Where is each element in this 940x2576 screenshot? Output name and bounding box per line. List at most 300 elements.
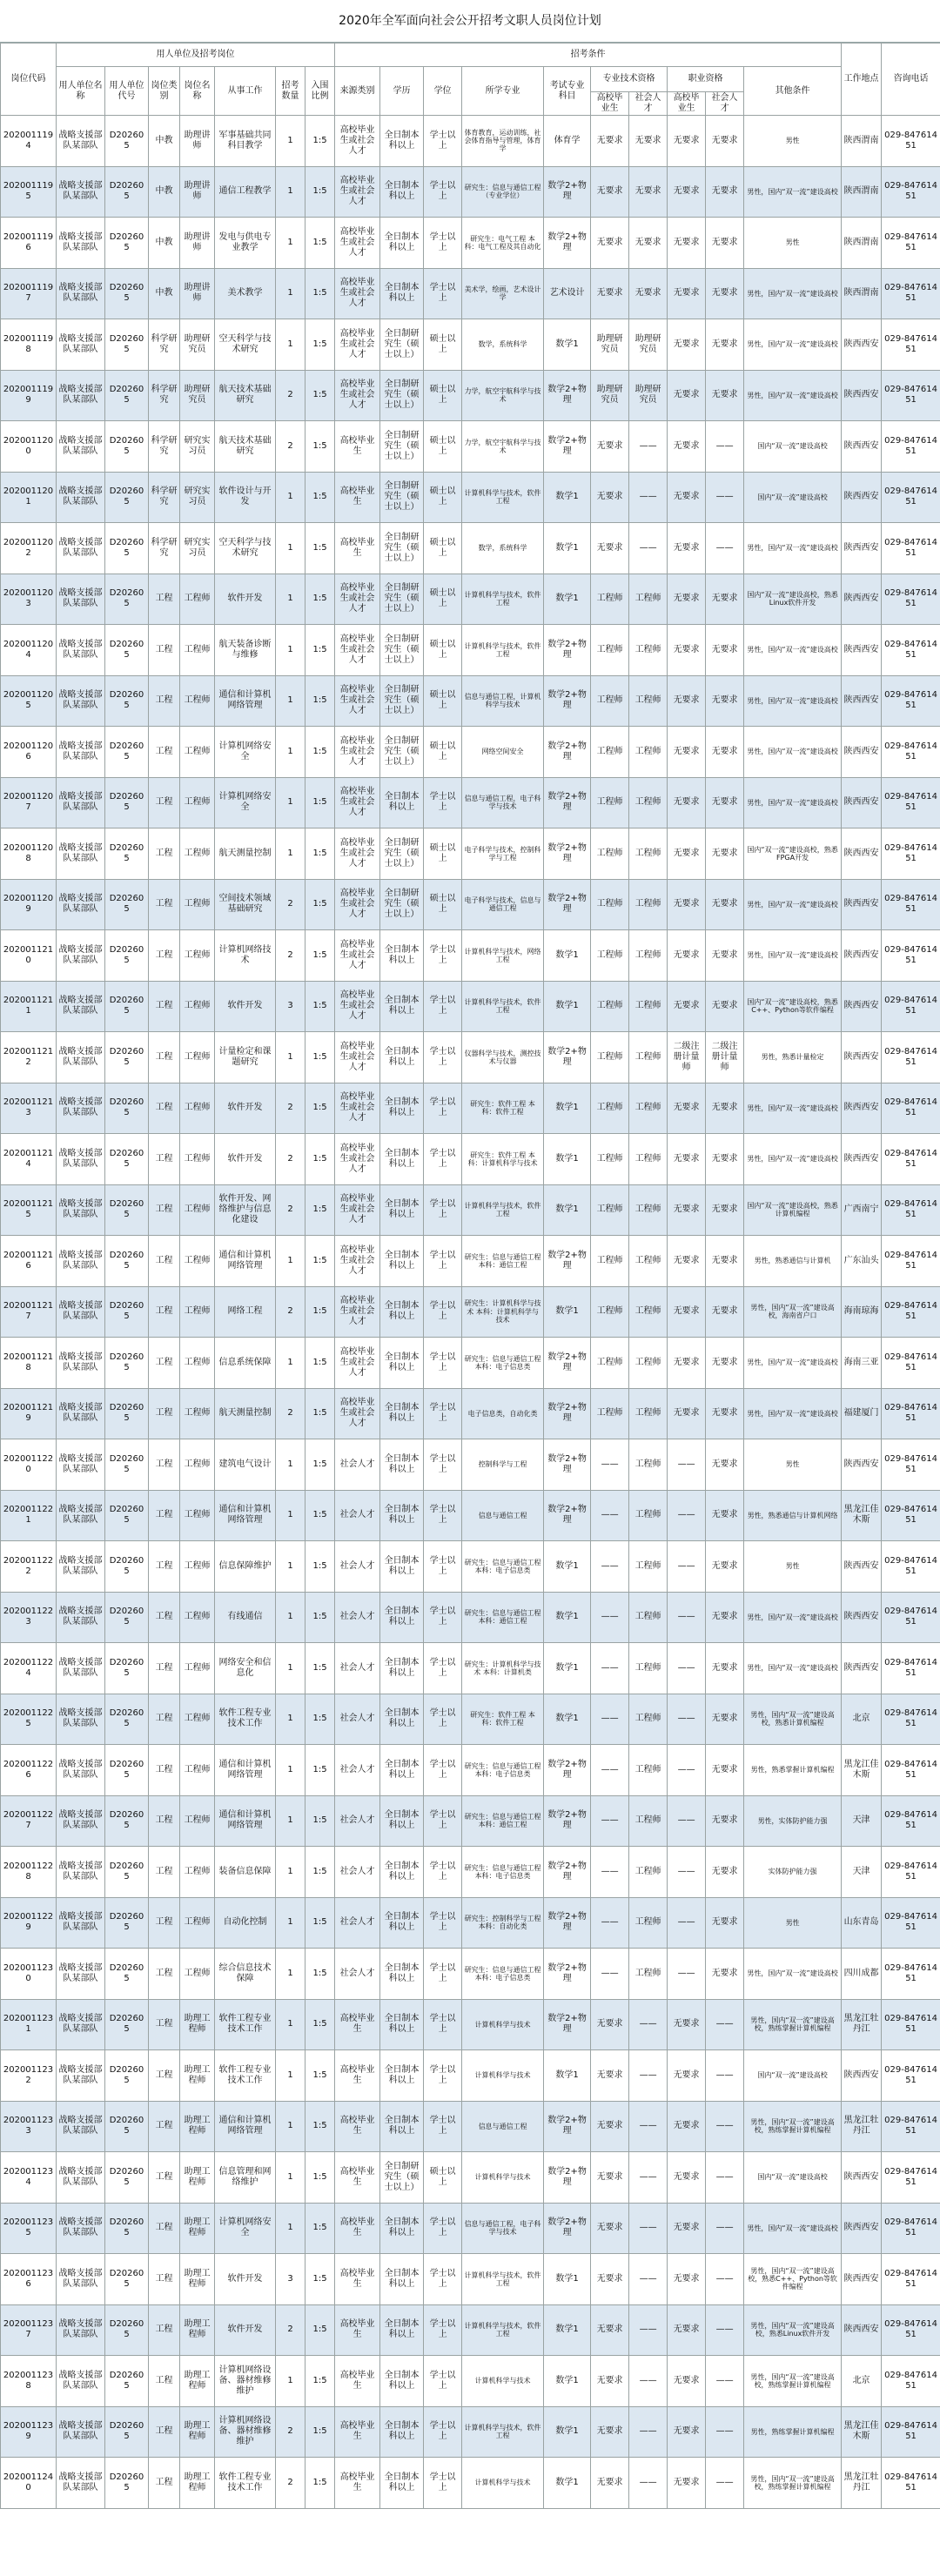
cell-unit-code: D202605 <box>105 2254 149 2305</box>
cell-pq-grad: 无要求 <box>591 218 629 269</box>
header-work: 从事工作 <box>215 67 276 116</box>
cell-pq-grad: 工程师 <box>591 1236 629 1287</box>
cell-pq-grad: 工程师 <box>591 1286 629 1338</box>
cell-other: 国内“双一流”建设高校，熟悉计算机编程 <box>744 1184 842 1236</box>
cell-category: 工程 <box>149 777 180 828</box>
cell-vq-grad: 无要求 <box>668 2458 706 2509</box>
cell-num: 1 <box>276 1338 306 1389</box>
header-location: 工作地点 <box>842 44 882 116</box>
cell-location: 陕西西安 <box>842 1541 882 1593</box>
cell-category: 工程 <box>149 2356 180 2407</box>
cell-pq-social: 工程师 <box>629 625 668 676</box>
table-row <box>1 1847 940 1898</box>
cell-location: 陕西西安 <box>842 1134 882 1185</box>
cell-phone: 029-84761451 <box>882 421 940 473</box>
table-row <box>1 218 940 269</box>
cell-major: 信息与通信工程，电子科学与技术 <box>462 2203 544 2254</box>
cell-unit-code: D202605 <box>105 1134 149 1185</box>
table-row <box>1 1439 940 1491</box>
cell-code: 2020011207 <box>1 777 57 828</box>
cell-edu: 全日制本科以上 <box>380 1439 424 1491</box>
cell-pq-social: 工程师 <box>629 1541 668 1593</box>
cell-ratio: 1:5 <box>306 1541 335 1593</box>
cell-phone: 029-84761451 <box>882 2356 940 2407</box>
cell-unit-code: D202605 <box>105 116 149 167</box>
cell-code: 2020011209 <box>1 879 57 930</box>
cell-category: 工程 <box>149 1745 180 1796</box>
cell-pq-social: 工程师 <box>629 1897 668 1949</box>
cell-ratio: 1:5 <box>306 727 335 778</box>
cell-unit-code: D202605 <box>105 2304 149 2356</box>
cell-post: 工程师 <box>180 1541 215 1593</box>
cell-edu: 全日制本科以上 <box>380 2203 424 2254</box>
table-row <box>1 777 940 828</box>
cell-num: 2 <box>276 370 306 421</box>
cell-other: 国内“双一流”建设高校 <box>744 2050 842 2102</box>
cell-location: 陕西西安 <box>842 1592 882 1643</box>
cell-phone: 029-84761451 <box>882 1083 940 1134</box>
cell-pq-social: 工程师 <box>629 1592 668 1643</box>
cell-pq-social: 工程师 <box>629 879 668 930</box>
cell-unit-code: D202605 <box>105 2050 149 2102</box>
cell-source: 社会人才 <box>335 1949 380 2000</box>
cell-source: 高校毕业生或社会人才 <box>335 1338 380 1389</box>
cell-work: 计算机网络安全 <box>215 777 276 828</box>
cell-unit-code: D202605 <box>105 1999 149 2050</box>
cell-num: 1 <box>276 1236 306 1287</box>
cell-other: 男性，熟悉计量检定 <box>744 1032 842 1083</box>
header-degree: 学位 <box>424 67 462 116</box>
cell-major: 数学，系统科学 <box>462 523 544 574</box>
cell-edu: 全日制本科以上 <box>380 2356 424 2407</box>
cell-ratio: 1:5 <box>306 828 335 880</box>
cell-edu: 全日制本科以上 <box>380 981 424 1032</box>
cell-source: 社会人才 <box>335 1694 380 1745</box>
cell-phone: 029-84761451 <box>882 2254 940 2305</box>
cell-num: 1 <box>276 1490 306 1541</box>
cell-unit: 战略支援部队某部队 <box>57 777 105 828</box>
cell-degree: 学士以上 <box>424 1949 462 2000</box>
cell-unit: 战略支援部队某部队 <box>57 370 105 421</box>
cell-exam: 数学1 <box>544 1184 591 1236</box>
cell-unit: 战略支援部队某部队 <box>57 2101 105 2152</box>
cell-vq-grad: 无要求 <box>668 1338 706 1389</box>
cell-category: 科学研究 <box>149 319 180 371</box>
cell-vq-social: —— <box>706 2152 744 2204</box>
cell-other: 男性，国内“双一流”建设高校 <box>744 777 842 828</box>
cell-major: 计算机科学与技术，软件工程 <box>462 2406 544 2458</box>
cell-unit-code: D202605 <box>105 472 149 523</box>
cell-unit: 战略支援部队某部队 <box>57 2050 105 2102</box>
cell-location: 黑龙江佳木斯 <box>842 2406 882 2458</box>
cell-exam: 数学1 <box>544 2304 591 2356</box>
cell-pq-social: 工程师 <box>629 1338 668 1389</box>
cell-exam: 数学2+物理 <box>544 1236 591 1287</box>
cell-work: 软件开发 <box>215 2304 276 2356</box>
cell-source: 高校毕业生 <box>335 523 380 574</box>
cell-other: 男性，国内“双一流”建设高校，熟练掌握计算机编程 <box>744 2356 842 2407</box>
header-num: 招考数量 <box>276 67 306 116</box>
cell-location: 陕西西安 <box>842 472 882 523</box>
cell-work: 建筑电气设计 <box>215 1439 276 1491</box>
cell-code: 2020011217 <box>1 1286 57 1338</box>
cell-major: 控制科学与工程 <box>462 1439 544 1491</box>
cell-degree: 硕士以上 <box>424 523 462 574</box>
cell-vq-grad: —— <box>668 1490 706 1541</box>
cell-code: 2020011213 <box>1 1083 57 1134</box>
cell-edu: 全日制研究生（硕士以上） <box>380 828 424 880</box>
cell-degree: 学士以上 <box>424 2458 462 2509</box>
cell-pq-social: —— <box>629 2050 668 2102</box>
cell-post: 助理工程师 <box>180 2406 215 2458</box>
cell-major: 信息与通信工程，电子科学与技术 <box>462 777 544 828</box>
cell-code: 2020011226 <box>1 1745 57 1796</box>
table-row <box>1 1388 940 1439</box>
cell-num: 1 <box>276 2203 306 2254</box>
cell-category: 工程 <box>149 2050 180 2102</box>
cell-code: 2020011195 <box>1 166 57 218</box>
cell-location: 陕西西安 <box>842 1439 882 1491</box>
cell-phone: 029-84761451 <box>882 218 940 269</box>
cell-post: 工程师 <box>180 574 215 625</box>
cell-major: 研究生：信息与通信工程 本科：电子信息类 <box>462 1338 544 1389</box>
cell-unit-code: D202605 <box>105 675 149 727</box>
cell-vq-social: 无要求 <box>706 1897 744 1949</box>
cell-edu: 全日制本科以上 <box>380 2101 424 2152</box>
cell-edu: 全日制本科以上 <box>380 1490 424 1541</box>
cell-major: 体育教育，运动训练，社会体育指导与管理，体育学 <box>462 116 544 167</box>
cell-post: 助理工程师 <box>180 2050 215 2102</box>
cell-post: 研究实习员 <box>180 523 215 574</box>
cell-pq-social: 工程师 <box>629 1847 668 1898</box>
cell-category: 工程 <box>149 1184 180 1236</box>
cell-vq-grad: 无要求 <box>668 2101 706 2152</box>
cell-pq-social: 助理研究员 <box>629 370 668 421</box>
cell-num: 2 <box>276 879 306 930</box>
cell-other: 男性 <box>744 1439 842 1491</box>
cell-unit-code: D202605 <box>105 1643 149 1694</box>
cell-pq-social: —— <box>629 2304 668 2356</box>
cell-num: 2 <box>276 1083 306 1134</box>
cell-degree: 学士以上 <box>424 1592 462 1643</box>
cell-ratio: 1:5 <box>306 1897 335 1949</box>
cell-edu: 全日制本科以上 <box>380 1795 424 1847</box>
cell-edu: 全日制研究生（硕士以上） <box>380 727 424 778</box>
cell-code: 2020011230 <box>1 1949 57 2000</box>
cell-degree: 学士以上 <box>424 116 462 167</box>
cell-code: 2020011221 <box>1 1490 57 1541</box>
cell-ratio: 1:5 <box>306 2304 335 2356</box>
cell-phone: 029-84761451 <box>882 370 940 421</box>
cell-phone: 029-84761451 <box>882 2101 940 2152</box>
cell-source: 高校毕业生或社会人才 <box>335 675 380 727</box>
header-code: 岗位代码 <box>1 44 57 116</box>
cell-unit: 战略支援部队某部队 <box>57 1236 105 1287</box>
cell-edu: 全日制本科以上 <box>380 2050 424 2102</box>
cell-work: 软件开发 <box>215 2254 276 2305</box>
cell-unit-code: D202605 <box>105 1592 149 1643</box>
cell-vq-social: 无要求 <box>706 1592 744 1643</box>
cell-exam: 体育学 <box>544 116 591 167</box>
cell-degree: 硕士以上 <box>424 2152 462 2204</box>
cell-pq-social: 工程师 <box>629 1134 668 1185</box>
cell-unit-code: D202605 <box>105 828 149 880</box>
cell-location: 陕西渭南 <box>842 268 882 319</box>
cell-unit: 战略支援部队某部队 <box>57 421 105 473</box>
cell-exam: 数学2+物理 <box>544 1897 591 1949</box>
cell-pq-grad: —— <box>591 1795 629 1847</box>
cell-unit: 战略支援部队某部队 <box>57 828 105 880</box>
cell-pq-social: —— <box>629 2203 668 2254</box>
cell-category: 工程 <box>149 1847 180 1898</box>
cell-vq-grad: 无要求 <box>668 2356 706 2407</box>
cell-post: 工程师 <box>180 930 215 982</box>
cell-vq-grad: 无要求 <box>668 1286 706 1338</box>
cell-other: 国内“双一流”建设高校 <box>744 421 842 473</box>
cell-category: 工程 <box>149 727 180 778</box>
cell-code: 2020011233 <box>1 2101 57 2152</box>
cell-unit: 战略支援部队某部队 <box>57 2254 105 2305</box>
cell-unit-code: D202605 <box>105 1388 149 1439</box>
cell-vq-social: —— <box>706 2101 744 2152</box>
cell-pq-grad: 工程师 <box>591 1338 629 1389</box>
cell-vq-social: —— <box>706 2304 744 2356</box>
cell-code: 2020011205 <box>1 675 57 727</box>
cell-phone: 029-84761451 <box>882 1490 940 1541</box>
cell-pq-grad: 无要求 <box>591 2304 629 2356</box>
cell-num: 2 <box>276 1388 306 1439</box>
table-row <box>1 2050 940 2102</box>
cell-work: 空天科学与技术研究 <box>215 319 276 371</box>
cell-work: 软件工程专业技术工作 <box>215 1694 276 1745</box>
cell-ratio: 1:5 <box>306 675 335 727</box>
cell-degree: 学士以上 <box>424 218 462 269</box>
cell-pq-grad: 工程师 <box>591 1388 629 1439</box>
cell-unit-code: D202605 <box>105 2406 149 2458</box>
cell-ratio: 1:5 <box>306 1184 335 1236</box>
cell-other: 男性 <box>744 218 842 269</box>
cell-other: 男性，熟练掌握计算机编程 <box>744 2406 842 2458</box>
cell-other: 国内“双一流”建设高校，熟悉FPGA开发 <box>744 828 842 880</box>
cell-vq-social: 无要求 <box>706 370 744 421</box>
header-phone: 咨询电话 <box>882 44 940 116</box>
cell-vq-social: 无要求 <box>706 1694 744 1745</box>
cell-ratio: 1:5 <box>306 1592 335 1643</box>
cell-exam: 数学2+物理 <box>544 370 591 421</box>
cell-category: 工程 <box>149 981 180 1032</box>
cell-pq-social: 工程师 <box>629 930 668 982</box>
cell-exam: 数学1 <box>544 2050 591 2102</box>
cell-unit: 战略支援部队某部队 <box>57 1338 105 1389</box>
cell-pq-grad: 助理研究员 <box>591 370 629 421</box>
cell-other: 男性，国内“双一流”建设高校，熟练掌握计算机编程 <box>744 2101 842 2152</box>
cell-vq-grad: 无要求 <box>668 1236 706 1287</box>
cell-edu: 全日制研究生（硕士以上） <box>380 370 424 421</box>
cell-vq-grad: 无要求 <box>668 218 706 269</box>
cell-source: 高校毕业生或社会人才 <box>335 574 380 625</box>
cell-major: 研究生：信息与通信工程 本科：通信工程 <box>462 1592 544 1643</box>
cell-vq-social: 无要求 <box>706 1847 744 1898</box>
cell-edu: 全日制本科以上 <box>380 930 424 982</box>
cell-unit-code: D202605 <box>105 1847 149 1898</box>
cell-source: 高校毕业生或社会人才 <box>335 1236 380 1287</box>
cell-pq-grad: 无要求 <box>591 2101 629 2152</box>
cell-exam: 数学2+物理 <box>544 1795 591 1847</box>
cell-edu: 全日制本科以上 <box>380 1236 424 1287</box>
cell-num: 3 <box>276 981 306 1032</box>
table-row <box>1 981 940 1032</box>
cell-post: 助理工程师 <box>180 2254 215 2305</box>
cell-unit: 战略支援部队某部队 <box>57 727 105 778</box>
cell-ratio: 1:5 <box>306 930 335 982</box>
cell-num: 1 <box>276 319 306 371</box>
cell-exam: 数学2+物理 <box>544 2203 591 2254</box>
cell-vq-social: 无要求 <box>706 1745 744 1796</box>
cell-pq-grad: 无要求 <box>591 421 629 473</box>
cell-num: 1 <box>276 1897 306 1949</box>
cell-phone: 029-84761451 <box>882 879 940 930</box>
cell-other: 男性，熟悉通信与计算机 <box>744 1236 842 1287</box>
cell-degree: 学士以上 <box>424 2304 462 2356</box>
cell-phone: 029-84761451 <box>882 1541 940 1593</box>
cell-degree: 学士以上 <box>424 1541 462 1593</box>
cell-category: 工程 <box>149 1134 180 1185</box>
header-edu: 学历 <box>380 67 424 116</box>
cell-pq-grad: 工程师 <box>591 879 629 930</box>
cell-degree: 学士以上 <box>424 1338 462 1389</box>
cell-other: 国内“双一流”建设高校，熟悉Linux软件开发 <box>744 574 842 625</box>
cell-ratio: 1:5 <box>306 879 335 930</box>
cell-category: 科学研究 <box>149 472 180 523</box>
table-row <box>1 2406 940 2458</box>
cell-post: 助理工程师 <box>180 2356 215 2407</box>
table-row <box>1 166 940 218</box>
cell-vq-grad: —— <box>668 1694 706 1745</box>
cell-code: 2020011201 <box>1 472 57 523</box>
cell-vq-grad: —— <box>668 1439 706 1491</box>
cell-unit-code: D202605 <box>105 1338 149 1389</box>
cell-pq-social: —— <box>629 2406 668 2458</box>
cell-work: 航天测量控制 <box>215 1388 276 1439</box>
cell-vq-grad: —— <box>668 1592 706 1643</box>
cell-work: 通信工程教学 <box>215 166 276 218</box>
cell-pq-grad: 工程师 <box>591 727 629 778</box>
table-row <box>1 1134 940 1185</box>
cell-edu: 全日制本科以上 <box>380 1541 424 1593</box>
cell-major: 研究生：信息与通信工程 本科：通信工程 <box>462 1236 544 1287</box>
cell-exam: 数学2+物理 <box>544 1490 591 1541</box>
cell-degree: 硕士以上 <box>424 574 462 625</box>
cell-unit: 战略支援部队某部队 <box>57 879 105 930</box>
cell-degree: 学士以上 <box>424 1897 462 1949</box>
cell-pq-grad: 无要求 <box>591 1999 629 2050</box>
cell-post: 工程师 <box>180 727 215 778</box>
cell-degree: 硕士以上 <box>424 879 462 930</box>
cell-exam: 数学2+物理 <box>544 879 591 930</box>
cell-category: 工程 <box>149 1949 180 2000</box>
cell-phone: 029-84761451 <box>882 828 940 880</box>
cell-ratio: 1:5 <box>306 2356 335 2407</box>
cell-vq-grad: 无要求 <box>668 981 706 1032</box>
cell-other: 男性，国内“双一流”建设高校 <box>744 370 842 421</box>
cell-unit-code: D202605 <box>105 1083 149 1134</box>
cell-vq-grad: 无要求 <box>668 421 706 473</box>
cell-post: 助理讲师 <box>180 268 215 319</box>
table-row <box>1 1745 940 1796</box>
cell-edu: 全日制研究生（硕士以上） <box>380 523 424 574</box>
table-row <box>1 1949 940 2000</box>
cell-source: 高校毕业生或社会人才 <box>335 370 380 421</box>
cell-pq-grad: 无要求 <box>591 523 629 574</box>
cell-major: 计算机科学与技术 <box>462 2356 544 2407</box>
cell-work: 软件开发 <box>215 981 276 1032</box>
cell-post: 工程师 <box>180 675 215 727</box>
cell-other: 男性，国内“双一流”建设高校 <box>744 1083 842 1134</box>
cell-category: 工程 <box>149 1490 180 1541</box>
cell-edu: 全日制本科以上 <box>380 1643 424 1694</box>
cell-other: 男性，国内“双一流”建设高校 <box>744 675 842 727</box>
cell-code: 2020011197 <box>1 268 57 319</box>
cell-post: 工程师 <box>180 1236 215 1287</box>
cell-vq-social: 无要求 <box>706 1490 744 1541</box>
cell-degree: 学士以上 <box>424 1694 462 1745</box>
cell-phone: 029-84761451 <box>882 2458 940 2509</box>
cell-post: 工程师 <box>180 1184 215 1236</box>
cell-other: 男性 <box>744 1541 842 1593</box>
cell-unit-code: D202605 <box>105 1694 149 1745</box>
cell-vq-grad: 无要求 <box>668 2203 706 2254</box>
table-row <box>1 1897 940 1949</box>
cell-edu: 全日制本科以上 <box>380 1694 424 1745</box>
cell-category: 工程 <box>149 1083 180 1134</box>
cell-location: 陕西西安 <box>842 727 882 778</box>
header-pq-grad: 高校毕业生 <box>591 92 629 116</box>
cell-vq-social: 无要求 <box>706 1439 744 1491</box>
cell-other: 男性，国内“双一流”建设高校 <box>744 319 842 371</box>
cell-work: 软件设计与开发 <box>215 472 276 523</box>
cell-post: 助理讲师 <box>180 116 215 167</box>
cell-pq-grad: 无要求 <box>591 2406 629 2458</box>
cell-degree: 学士以上 <box>424 268 462 319</box>
cell-exam: 数学2+物理 <box>544 1999 591 2050</box>
cell-post: 工程师 <box>180 1745 215 1796</box>
header-post-category: 岗位类别 <box>149 67 180 116</box>
cell-exam: 数学1 <box>544 930 591 982</box>
cell-vq-social: 无要求 <box>706 1286 744 1338</box>
cell-major: 网络空间安全 <box>462 727 544 778</box>
cell-unit: 战略支援部队某部队 <box>57 1694 105 1745</box>
cell-source: 高校毕业生 <box>335 1999 380 2050</box>
cell-code: 2020011206 <box>1 727 57 778</box>
cell-ratio: 1:5 <box>306 2406 335 2458</box>
cell-major: 计算机科学与技术，软件工程 <box>462 625 544 676</box>
cell-major: 计算机科学与技术，软件工程 <box>462 981 544 1032</box>
cell-code: 2020011224 <box>1 1643 57 1694</box>
cell-degree: 学士以上 <box>424 1388 462 1439</box>
cell-ratio: 1:5 <box>306 268 335 319</box>
cell-location: 天津 <box>842 1795 882 1847</box>
cell-phone: 029-84761451 <box>882 472 940 523</box>
cell-category: 工程 <box>149 1592 180 1643</box>
table-row <box>1 574 940 625</box>
cell-pq-social: 工程师 <box>629 1184 668 1236</box>
cell-degree: 学士以上 <box>424 2101 462 2152</box>
cell-code: 2020011240 <box>1 2458 57 2509</box>
cell-unit: 战略支援部队某部队 <box>57 1847 105 1898</box>
cell-unit: 战略支援部队某部队 <box>57 1949 105 2000</box>
cell-unit: 战略支援部队某部队 <box>57 1897 105 1949</box>
header-vocational: 职业资格 <box>668 67 744 92</box>
